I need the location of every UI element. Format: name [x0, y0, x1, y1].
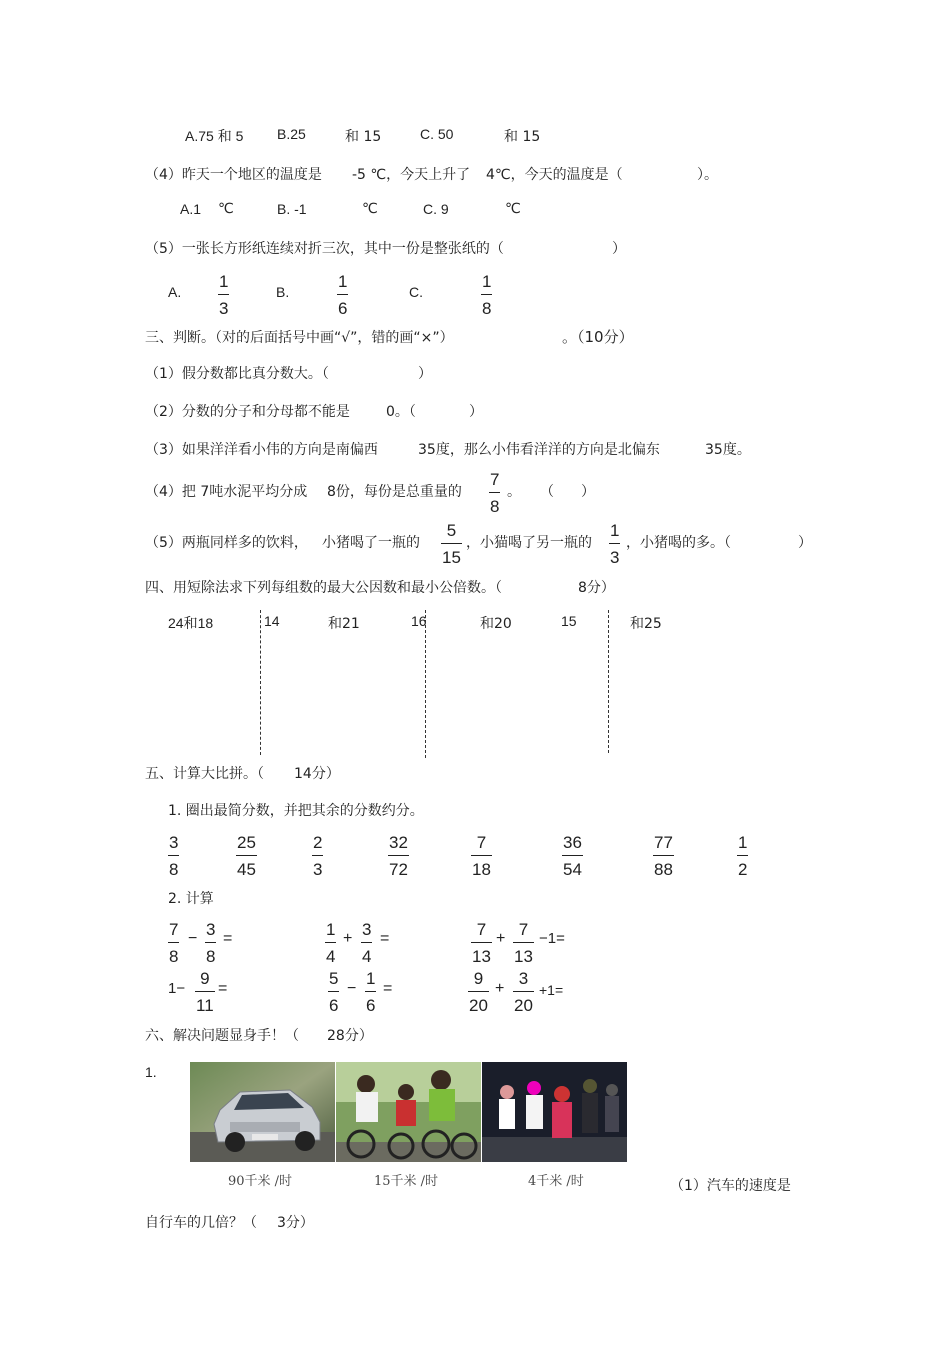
bicycle-photo	[336, 1062, 481, 1162]
simplify-fraction-6: 36 54	[563, 833, 582, 879]
judge-item-4-paren: （	[540, 484, 554, 500]
judge-item-5-mid: 小猪喝了一瓶的	[322, 535, 420, 551]
q4-option-a-unit: ℃	[218, 201, 234, 217]
judge-item-4-close: ）	[581, 484, 595, 500]
calc-1-fraction-a: 7 8	[169, 920, 179, 966]
simplify-fraction-7: 77 88	[654, 833, 673, 879]
judge-item-5-fraction-1: 5 15	[442, 521, 461, 567]
q4-option-c-unit: ℃	[505, 201, 521, 217]
q4-stem-2: -5 ℃，今天上升了	[352, 167, 471, 183]
group-1: 24和18	[168, 615, 214, 631]
simplify-fraction-5: 7 18	[472, 833, 491, 879]
q3-option-b: B.25	[277, 126, 306, 142]
calc-3-tail: −1=	[539, 930, 565, 947]
group-2-a: 14	[264, 613, 280, 629]
q4-stem-3: 4℃，今天的温度是（	[486, 167, 623, 183]
calc-6-fraction-a: 9 20	[469, 969, 488, 1015]
calc-4-fraction-a: 9 11	[196, 969, 214, 1015]
car-speed-caption: 90千米 /时	[228, 1174, 293, 1189]
q5-stem: （5）一张长方形纸连续对折三次，其中一份是整张纸的（	[145, 241, 504, 257]
simplify-fraction-1: 3 8	[169, 833, 179, 879]
sub2-label: 2. 计算	[168, 891, 214, 907]
calc-2-fraction-b: 3 4	[362, 920, 372, 966]
q4-option-b: B. -1	[277, 201, 307, 217]
divider-line-3	[608, 610, 609, 753]
calc-5-equals: =	[383, 980, 393, 997]
q5-stem-close: ）	[612, 241, 626, 257]
group-4-a: 15	[561, 613, 577, 629]
simplify-fraction-4: 32 72	[389, 833, 408, 879]
q3-option-c-tail: 和 15	[504, 129, 541, 145]
calc-2-fraction-a: 1 4	[326, 920, 336, 966]
simplify-fraction-8: 1 2	[738, 833, 748, 879]
judge-item-3-end: 35度。	[705, 442, 751, 458]
judge-item-4-fraction: 7 8	[490, 470, 500, 516]
calc-1-equals: =	[223, 930, 233, 947]
calc-6-tail: +1=	[539, 982, 564, 998]
question-1-text-2: 自行车的几倍？（	[145, 1215, 257, 1231]
calc-4-equals: =	[218, 980, 228, 997]
calc-3-fraction-a: 7 13	[472, 920, 491, 966]
judge-item-2-close: ）	[469, 404, 483, 420]
section3-score: 。（10分）	[562, 328, 634, 346]
walkers-photo	[482, 1062, 627, 1162]
calc-2-equals: =	[380, 930, 390, 947]
q5-option-c-label: C.	[409, 284, 423, 300]
judge-item-5-end: ，小猪喝的多。（	[626, 535, 731, 551]
section5-title: 五、计算大比拼。（	[145, 766, 264, 782]
q3-option-b-tail: 和 15	[345, 129, 382, 145]
car-photo	[190, 1062, 335, 1162]
judge-item-3-mid: 35度，那么小伟看洋洋的方向是北偏东	[418, 442, 660, 458]
question-1-text: （1）汽车的速度是	[670, 1178, 791, 1194]
section4-score: 8分）	[578, 580, 615, 596]
judge-item-5-fraction-2: 1 3	[610, 521, 620, 567]
section4-title: 四、用短除法求下列每组数的最大公因数和最小公倍数。（	[145, 580, 502, 596]
q4-stem-close: ）。	[697, 167, 718, 183]
judge-item-4-end: 。	[507, 484, 521, 500]
section6-title: 六、解决问题显身手！（	[145, 1028, 299, 1044]
q3-option-a: A.75 和 5	[185, 128, 244, 144]
calc-2-operator: +	[343, 930, 353, 947]
simplify-fraction-3: 2 3	[313, 833, 323, 879]
q5-option-a-label: A.	[168, 284, 182, 300]
q4-option-b-unit: ℃	[362, 201, 378, 217]
calc-6-fraction-b: 3 20	[514, 969, 533, 1015]
judge-item-5: （5）两瓶同样多的饮料，	[145, 535, 308, 551]
question-1-label: 1.	[145, 1064, 157, 1080]
q5-option-b-fraction: 1 6	[338, 272, 348, 318]
group-3-a: 16	[411, 613, 427, 629]
judge-item-2: （2）分数的分子和分母都不能是	[145, 404, 350, 420]
calc-3-fraction-b: 7 13	[514, 920, 533, 966]
judge-item-3: （3）如果洋洋看小伟的方向是南偏西	[145, 442, 378, 458]
q3-option-c: C. 50	[420, 126, 454, 142]
bicycle-speed-caption: 15千米 /时	[374, 1174, 439, 1189]
calc-5-fraction-b: 1 6	[366, 969, 376, 1015]
judge-item-4-mid: 8份，每份是总重量的	[327, 484, 462, 500]
divider-line-2	[425, 610, 426, 758]
calc-5-fraction-a: 5 6	[329, 969, 339, 1015]
calc-4-prefix: 1−	[168, 980, 186, 997]
sub1-instructions: 1. 圈出最简分数，并把其余的分数约分。	[168, 803, 424, 819]
question-1-score: 3分）	[277, 1215, 314, 1231]
walking-speed-caption: 4千米 /时	[528, 1174, 584, 1189]
group-4-b: 和25	[630, 616, 662, 632]
calc-6-operator: +	[495, 980, 505, 997]
judge-item-5-close: ）	[798, 535, 812, 551]
q5-option-b-label: B.	[276, 284, 290, 300]
q4-option-a: A.1	[180, 201, 202, 217]
calc-3-operator: +	[496, 930, 506, 947]
group-2-b: 和21	[328, 616, 360, 632]
q5-option-a-fraction: 1 3	[219, 272, 229, 318]
q5-option-c-fraction: 1 8	[482, 272, 492, 318]
group-3-b: 和20	[480, 616, 512, 632]
judge-item-1-close: ）	[418, 366, 432, 382]
section6-score: 28分）	[327, 1028, 373, 1044]
judge-item-5-mid2: ，小猫喝了另一瓶的	[466, 535, 592, 551]
judge-item-2-mid: 0。（	[386, 404, 416, 420]
q4-option-c: C. 9	[423, 201, 449, 217]
calc-5-operator: −	[347, 980, 357, 997]
simplify-fraction-2: 25 45	[237, 833, 256, 879]
calc-1-fraction-b: 3 8	[206, 920, 216, 966]
section5-score: 14分）	[294, 766, 340, 782]
calc-1-operator: −	[188, 930, 198, 947]
judge-item-4: （4）把 7吨水泥平均分成	[145, 484, 308, 500]
q4-stem: （4）昨天一个地区的温度是	[145, 167, 322, 183]
divider-line-1	[260, 610, 261, 755]
section3-title: 三、判断。（对的后面括号中画“√”，错的画“×”）	[145, 330, 454, 346]
judge-item-1: （1）假分数都比真分数大。（	[145, 366, 329, 382]
